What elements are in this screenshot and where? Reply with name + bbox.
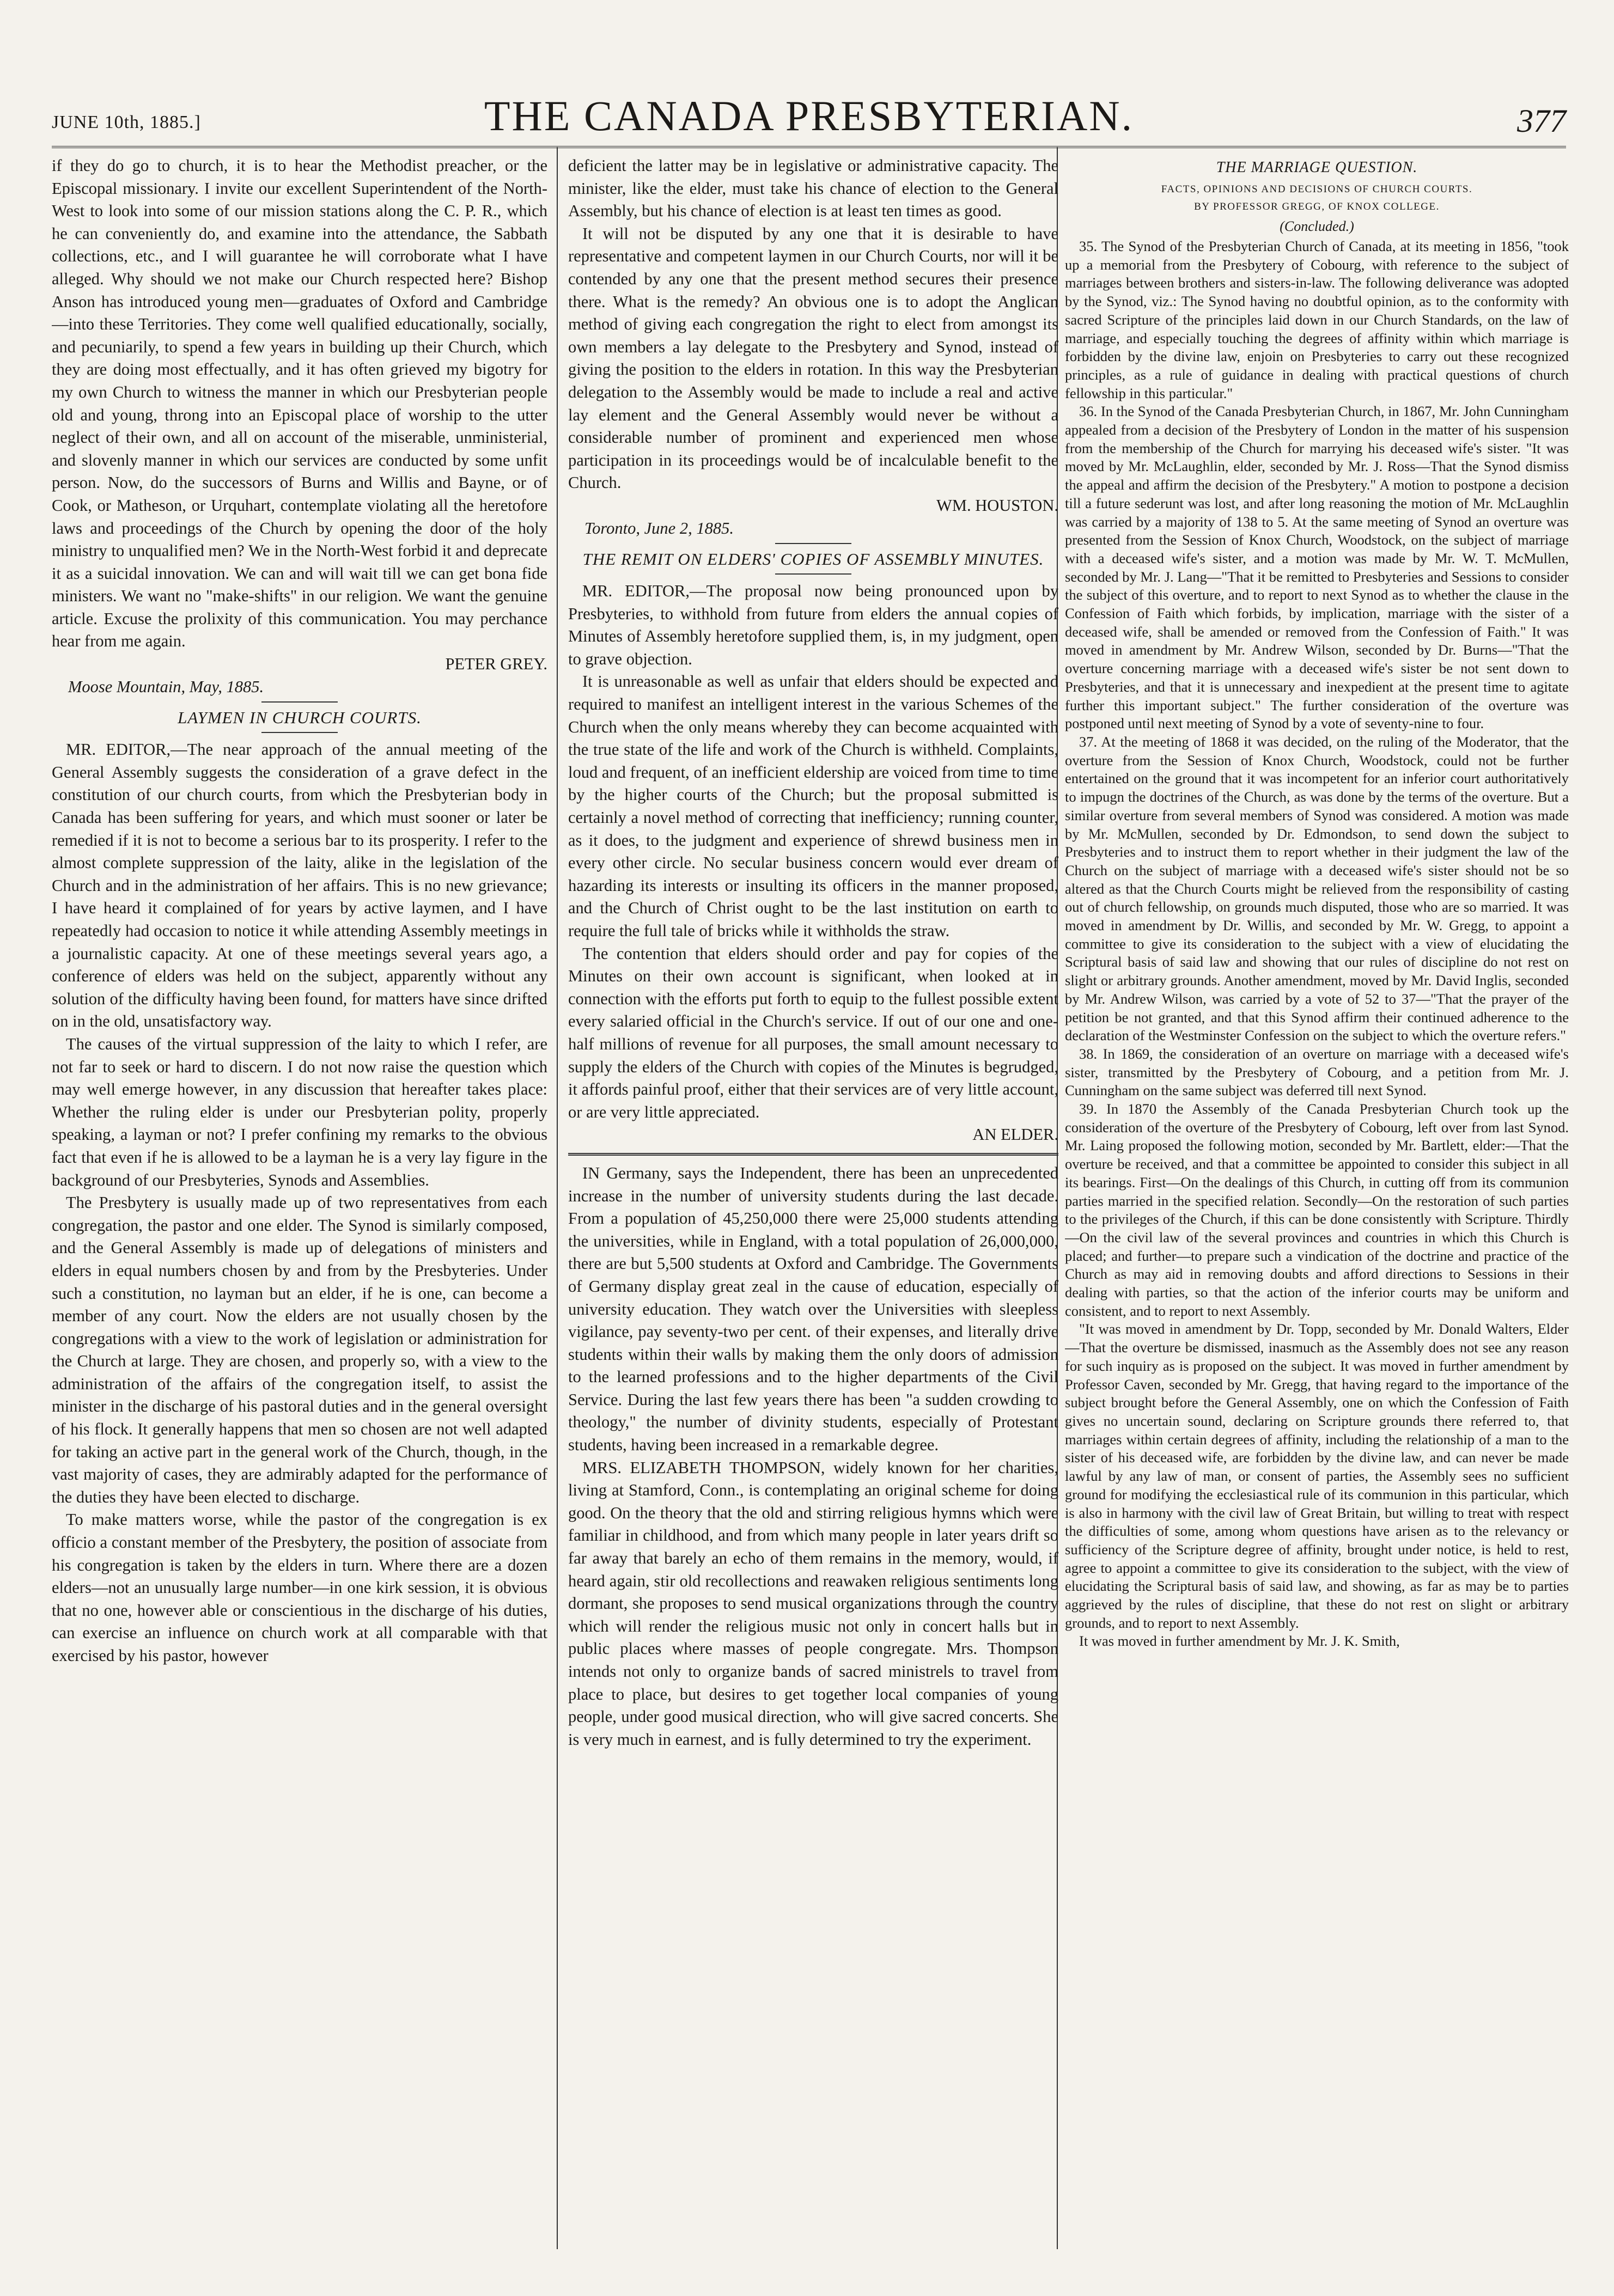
divider <box>261 701 338 703</box>
page-number: 377 <box>1517 103 1566 139</box>
article-text: The Presbytery is usually made up of two representatives from each congregation, the pastor and one elder. The Synod is similarly composed, and the General Assembly is made up of delegations of ministers and elders in equal numbers chosen by and from by the Presbyteries. Under such a constitution, no layman but an elder, if he is one, can become a member of any court. Now the elders are not usually chosen by the congregations with a view to the work of legislation or administration for the Church at large. They are chosen, and properly so, with a view to the administration of the affairs of the congregation itself, to assist the minister in the discharge of his pastoral duties and in the general oversight of his flock. It generally happens that men so chosen are not well adapted for taking an active part in the general work of the Church, though, in the vast majority of cases, they are admirably adapted for the performance of the duties they have been elected to discharge. <box>52 1193 547 1506</box>
article-text: 35. The Synod of the Presbyterian Church of Canada, at its meeting in 1856, "took up a memorial from the Presbytery of Cobourg, with reference to the subject of marriages between brothers and sisters-in-law. The following deliverance was adopted by the Synod, viz.: The Synod having no doubtful opinion, as to the conformity with sacred Scripture of the principles laid down in our Church Standards, on the law of marriage, and especially touching the degrees of affinity within which marriage is forbidden by the divine law, enjoin on Presbyteries to carry out these recognized principles, as a rule of guidance in dealing with practical questions of church fellowship in this particular." <box>1065 238 1569 401</box>
continuation-note: (Concluded.) <box>1280 218 1354 234</box>
article-byline: BY PROFESSOR GREGG, OF KNOX COLLEGE. <box>1194 201 1440 212</box>
article-text: "It was moved in amendment by Dr. Topp, seconded by Mr. Donald Walters, Elder—That the overture be dismissed, inasmuch as the Assembly does not see any reason for such inquiry as is proposed on the subject. It was moved in further amendment by Professor Caven, seconded by Mr. Gregg, that having regard to the importance of the subject brought before the General Assembly, one on which the Confession of Faith gives no uncertain sound, declaring on Scripture grounds there referred to, that marriages within certain degrees of affinity, including the relationship of a man to the sister of his deceased wife, are forbidden by the divine law, and can never be made lawful by any law of man, or consent of parties, the Assembly sees no sufficient ground for modifying the ecclesiastical rule of its communion in this particular, which is also in harmony with the civil law of Great Britain, but willing to treat with respect the difficulties of some, among whom questions have arisen as to the relevancy or sufficiency of the Scripture degree of affinity, brought under notice, is held to rest, agree to appoint a committee to give its consideration to the subject, with the view of elucidating the Scriptural basis of said law, and showing, as far as may be to parties aggrieved by the rules of discipline, that these do not rest on slight or arbitrary grounds, and to report to next Assembly. <box>1065 1321 1569 1631</box>
article-heading: LAYMEN IN CHURCH COURTS. <box>178 708 422 728</box>
column-3 <box>1065 155 1569 2268</box>
dateline: Toronto, June 2, 1885. <box>584 518 734 538</box>
article-text: IN Germany, says the Independent, there has been an unprecedented increase in the number of university students during the last decade. From a population of 45,250,000 there were 25,000 students attending the universities, while in England, with a total population of 26,000,000, there are but 5,500 students at Oxford and Cambridge. The Governments of Germany display great zeal in the cause of education, especially of university education. They watch over the Universities with sleepless vigilance, pay seventy-two per cent. of their expenses, and literally drive students within their walls by making them the only doors of admission to the learned professions and to the higher departments of the Civil Service. During the last few years there has been "a sudden crowding to theology," the number of divinity students, especially of Protestant students, having been increased in a remarkable degree. <box>568 1163 1058 1455</box>
article-text: 36. In the Synod of the Canada Presbyterian Church, in 1867, Mr. John Cunningham appealed from a decision of the Presbytery of London in the matter of his suspension from the membership of the Church for marrying his deceased wife's sister. "It was moved by Mr. McLaughlin, elder, seconded by Mr. J. Ross—That the Synod dismiss the appeal and affirm the decision of the Presbytery." A motion to postpone a decision till a future sederunt was lost, and after long reasoning the motion of Mr. McLaughlin was carried by a majority of 138 to 5. At the same meeting of Synod an overture was presented from the Session of Knox Church, Woodstock, on the subject of marriage with a deceased wife's sister, and a motion was made by Mr. W. T. McMullen, seconded by Mr. J. Lang—"That it be remitted to Presbyteries and Sessions to consider the subject of this overture, and to report to next Synod as to whether the clause in the Confession of Faith which forbids, by implication, marriage with the sister of a deceased wife, shall be amended or removed from the Confession of Faith." It was moved in amendment by Mr. Andrew Wilson, seconded by Dr. Burns—"That the overture concerning marriage with a deceased wife's sister be not sent down to Presbyteries, and that it is unnecessary and inexpedient at the present time to agitate further this important subject." The further consideration of the overture was postponed until next meeting of Synod by a vote of seventy-nine to four. <box>1065 403 1569 732</box>
signature: AN ELDER. <box>972 1125 1058 1144</box>
divider <box>261 732 338 733</box>
column-1 <box>52 155 547 2268</box>
article-heading: THE REMIT ON ELDERS' COPIES OF ASSEMBLY MINUTES. <box>582 549 1044 569</box>
article-text: deficient the latter may be in legislative or administrative capacity. The minister, like the elder, must take his chance of election to the General Assembly, but his chance of election is at least ten times as good. <box>568 156 1058 221</box>
article-text: It is unreasonable as well as unfair that elders should be expected and required to manifest an intelligent interest in the various Schemes of the Church when the only means whereby they can become acquainted with the true state of the life and work of the Church is withheld. Complaints, loud and frequent, of an inefficient eldership are voiced from time to time by the higher courts of the Church; but the proposal submitted is certainly a novel method of correcting that inefficiency; running counter, as it does, to the judgment and experience of shrewd business men in every other circle. No secular business concern would ever dream of hazarding its interests or insulting its officers in the manner proposed, and the Church of Christ ought to be the last institution on earth to require the full tale of bricks while it withholds the straw. <box>568 672 1058 940</box>
article-subheading: FACTS, OPINIONS AND DECISIONS OF CHURCH COURTS. <box>1161 184 1473 195</box>
dateline: Moose Mountain, May, 1885. <box>68 677 264 696</box>
article-text: To make matters worse, while the pastor of the congregation is ex officio a constant member of the Presbytery, the position of associate from his congregation is taken by the elders in turn. Where there are a dozen elders—not an unusually large number—in one kirk session, it is obvious that no one, however able or conscientious in the discharge of his duties, can exercise an influence on church work at all comparable with that exercised by his pastor, however <box>52 1510 547 1665</box>
article-text: The contention that elders should order and pay for copies of the Minutes on their own account is significant, when looked at in connection with the efforts put forth to equip to the fullest possible extent every salaried official in the Church's service. If out of our one and one-half millions of revenue for all purposes, the small amount necessary to supply the elders of the Church with copies of the Minutes is begrudged, it affords painful proof, either that their services are of very little account, or are very little appreciated. <box>568 944 1058 1121</box>
article-text: MRS. ELIZABETH THOMPSON, widely known for her charities, living at Stamford, Conn., is contemplating an original scheme for doing good. On the theory that the old and stirring religious hymns which were familiar in childhood, and from which many people in later years drift so far away that barely an echo of them remains in the memory, would, if heard again, stir old recollections and reawaken religious sentiments long dormant, she proposes to send musical organizations through the country which will render the religious music not only in concert halls but in public places where masses of people congregate. Mrs. Thompson intends not only to organize bands of sacred ministrels to travel from place to place, but desires to get together local companies of young people, under good musical direction, who will give sacred concerts. She is very much in earnest, and is fully determined to try the experiment. <box>568 1458 1058 1749</box>
signature: WM. HOUSTON. <box>936 496 1058 515</box>
signature: PETER GREY. <box>445 655 547 674</box>
article-text: It will not be disputed by any one that it is desirable to have representative and competent laymen in our Church Courts, nor will it be contended by any one that the present method secures their presence there. What is the remedy? An obvious one is to adopt the Anglican method of giving each congregation the right to elect from amongst its own members a lay delegate to the Presbytery and Synod, instead of giving the position to the elders in rotation. In this way the Presbyterian delegation to the Assembly would be made to include a real and active lay element and the General Assembly would never be without a considerable number of prominent and experienced men whose participation in its proceedings would be of incalculable benefit to the Church. <box>568 224 1058 492</box>
article-text: if they do go to church, it is to hear the Methodist preacher, or the Episcopal missionary. I invite our excellent Superintendent of the North-West to look into some of our mission stations along the C. P. R., which he can conveniently do, and examine into the attendance, the Sabbath collections, etc., and I will guarantee he will corroborate what I have alleged. Why should we not make our Church respected here? Bishop Anson has introduced young men—graduates of Oxford and Cambridge—into these Territories. They come well qualified educationally, socially, and pecuniarily, to spend a few years in building up their Church, which they are doing most effectually, and it has often grieved my bigotry for my own Church to witness the manner in which our Presbyterian people old and young, throng into an Episcopal place of worship to the utter neglect of their own, and all on account of the miserable, unministerial, and slovenly manner in which our services are conducted by some unfit person. Now, do the successors of Burns and Willis and Bayne, or of Cook, or Matheson, or Urquhart, contemplate violating all the heretofore laws and proceedings of the Church by opening the door of the holy ministry to unqualified men? We in the North-West forbid it and deprecate it as a suicidal innovation. We can and will wait till we can get bona fide ministers. We want no "make-shifts" in our religion. We want the genuine article. Excuse the prolixity of this communication. You may perchance hear from me again. <box>52 156 547 651</box>
double-rule <box>568 1153 1058 1156</box>
article-text: 39. In 1870 the Assembly of the Canada Presbyterian Church took up the consideration of the overture of the Presbytery of Cobourg, left over from last Synod. Mr. Laing proposed the following motion, seconded by Mr. Bartlett, elder:—That the overture be received, and that a committee be appointed to consider this subject in all its bearings. First—On the dealings of this Church, in cutting off from its communion parties married in the specified relation. Secondly—On the restoration of such parties to the privileges of the Church, if this can be done consistently with Scripture. Thirdly—On the civil law of the several provinces and countries in which this Church is placed; and further—to prepare such a vindication of the doctrine and practice of the Church as may aid in removing doubts and afford directions to Sessions in their dealing with parties, so that the action of the inferior courts may be uniform and consistent, and to report to next Assembly. <box>1065 1101 1569 1319</box>
issue-date: JUNE 10th, 1885.] <box>52 112 201 132</box>
divider <box>775 543 851 544</box>
article-heading: THE MARRIAGE QUESTION. <box>1216 159 1418 176</box>
article-text: MR. EDITOR,—The near approach of the annual meeting of the General Assembly suggests the consideration of a grave defect in the constitution of our church courts, from which the Presbyterian body in Canada has been suffering for years, and which must sooner or later be remedied if it is not to become a serious bar to its prosperity. I refer to the almost complete suppression of the laity, alike in the legislation of the Church and in the administration of her affairs. This is no new grievance; I have heard it complained of for years by active laymen, and I have repeatedly had occasion to notice it while attending Assembly meetings in a journalistic capacity. At one of these meetings several years ago, a conference of elders was held on the subject, apparently without any solution of the difficulty having been found, for matters have since drifted on in the old, unsatisfactory way. <box>52 740 547 1031</box>
column-divider <box>557 147 558 2249</box>
article-text: 38. In 1869, the consideration of an overture on marriage with a deceased wife's sister, transmitted by the Presbytery of Cobourg, and a petition from Mr. J. Cunningham on the same subject was deferred till next Synod. <box>1065 1045 1569 1099</box>
article-text: It was moved in further amendment by Mr. J. K. Smith, <box>1079 1633 1400 1650</box>
masthead-rule <box>52 146 1566 148</box>
divider <box>775 573 851 575</box>
article-text: The causes of the virtual suppression of the laity to which I refer, are not far to seek or hard to discern. I do not now raise the question which may well emerge however, in any discussion that hereafter takes place: Whether the ruling elder is under our Presbyterian polity, properly speaking, a layman or not? I prefer confining my remarks to the obvious fact that even if he is allowed to be a layman he is a very lay figure in the background of our Presbyteries, Synods and Assemblies. <box>52 1034 547 1189</box>
column-2 <box>568 155 1058 2268</box>
article-text: 37. At the meeting of 1868 it was decided, on the ruling of the Moderator, that the overture from the Session of Knox Church, Woodstock, could not be further entertained on the ground that it was incompetent for an inferior court authoritatively to impugn the doctrines of the Church, as was done by the terms of the overture. But a similar overture from several members of Synod was considered. A motion was made by Mr. McMullen, seconded by Dr. Edmondson, to send down the subject to Presbyteries and to instruct them to report whether in their judgment the law of the Church on the subject of marriage with a deceased wife's sister should not be so altered as that the Church Courts might be relieved from the responsibility of casting out of church fellowship, on grounds much disputed, those who are so married. It was moved in amendment by Dr. Willis, and seconded by Mr. W. Gregg, to appoint a committee to give its consideration to the subject with a view of elucidating the Scriptural basis of said law and showing that our rules of discipline do not rest on slight or arbitrary grounds. Another amendment, moved by Mr. David Inglis, seconded by Mr. Andrew Wilson, was carried by a vote of 52 to 37—"That the prayer of the petition be not granted, and that this Synod affirm their continued adherence to the declaration of the Westminster Confession on the subject to which the overture refers." <box>1065 733 1569 1044</box>
article-text: MR. EDITOR,—The proposal now being pronounced upon by Presbyteries, to withhold from future from elders the annual copies of Minutes of Assembly heretofore supplied them, is, in my judgment, open to grave objection. <box>568 582 1058 668</box>
newspaper-title: THE CANADA PRESBYTERIAN. <box>484 92 1134 139</box>
